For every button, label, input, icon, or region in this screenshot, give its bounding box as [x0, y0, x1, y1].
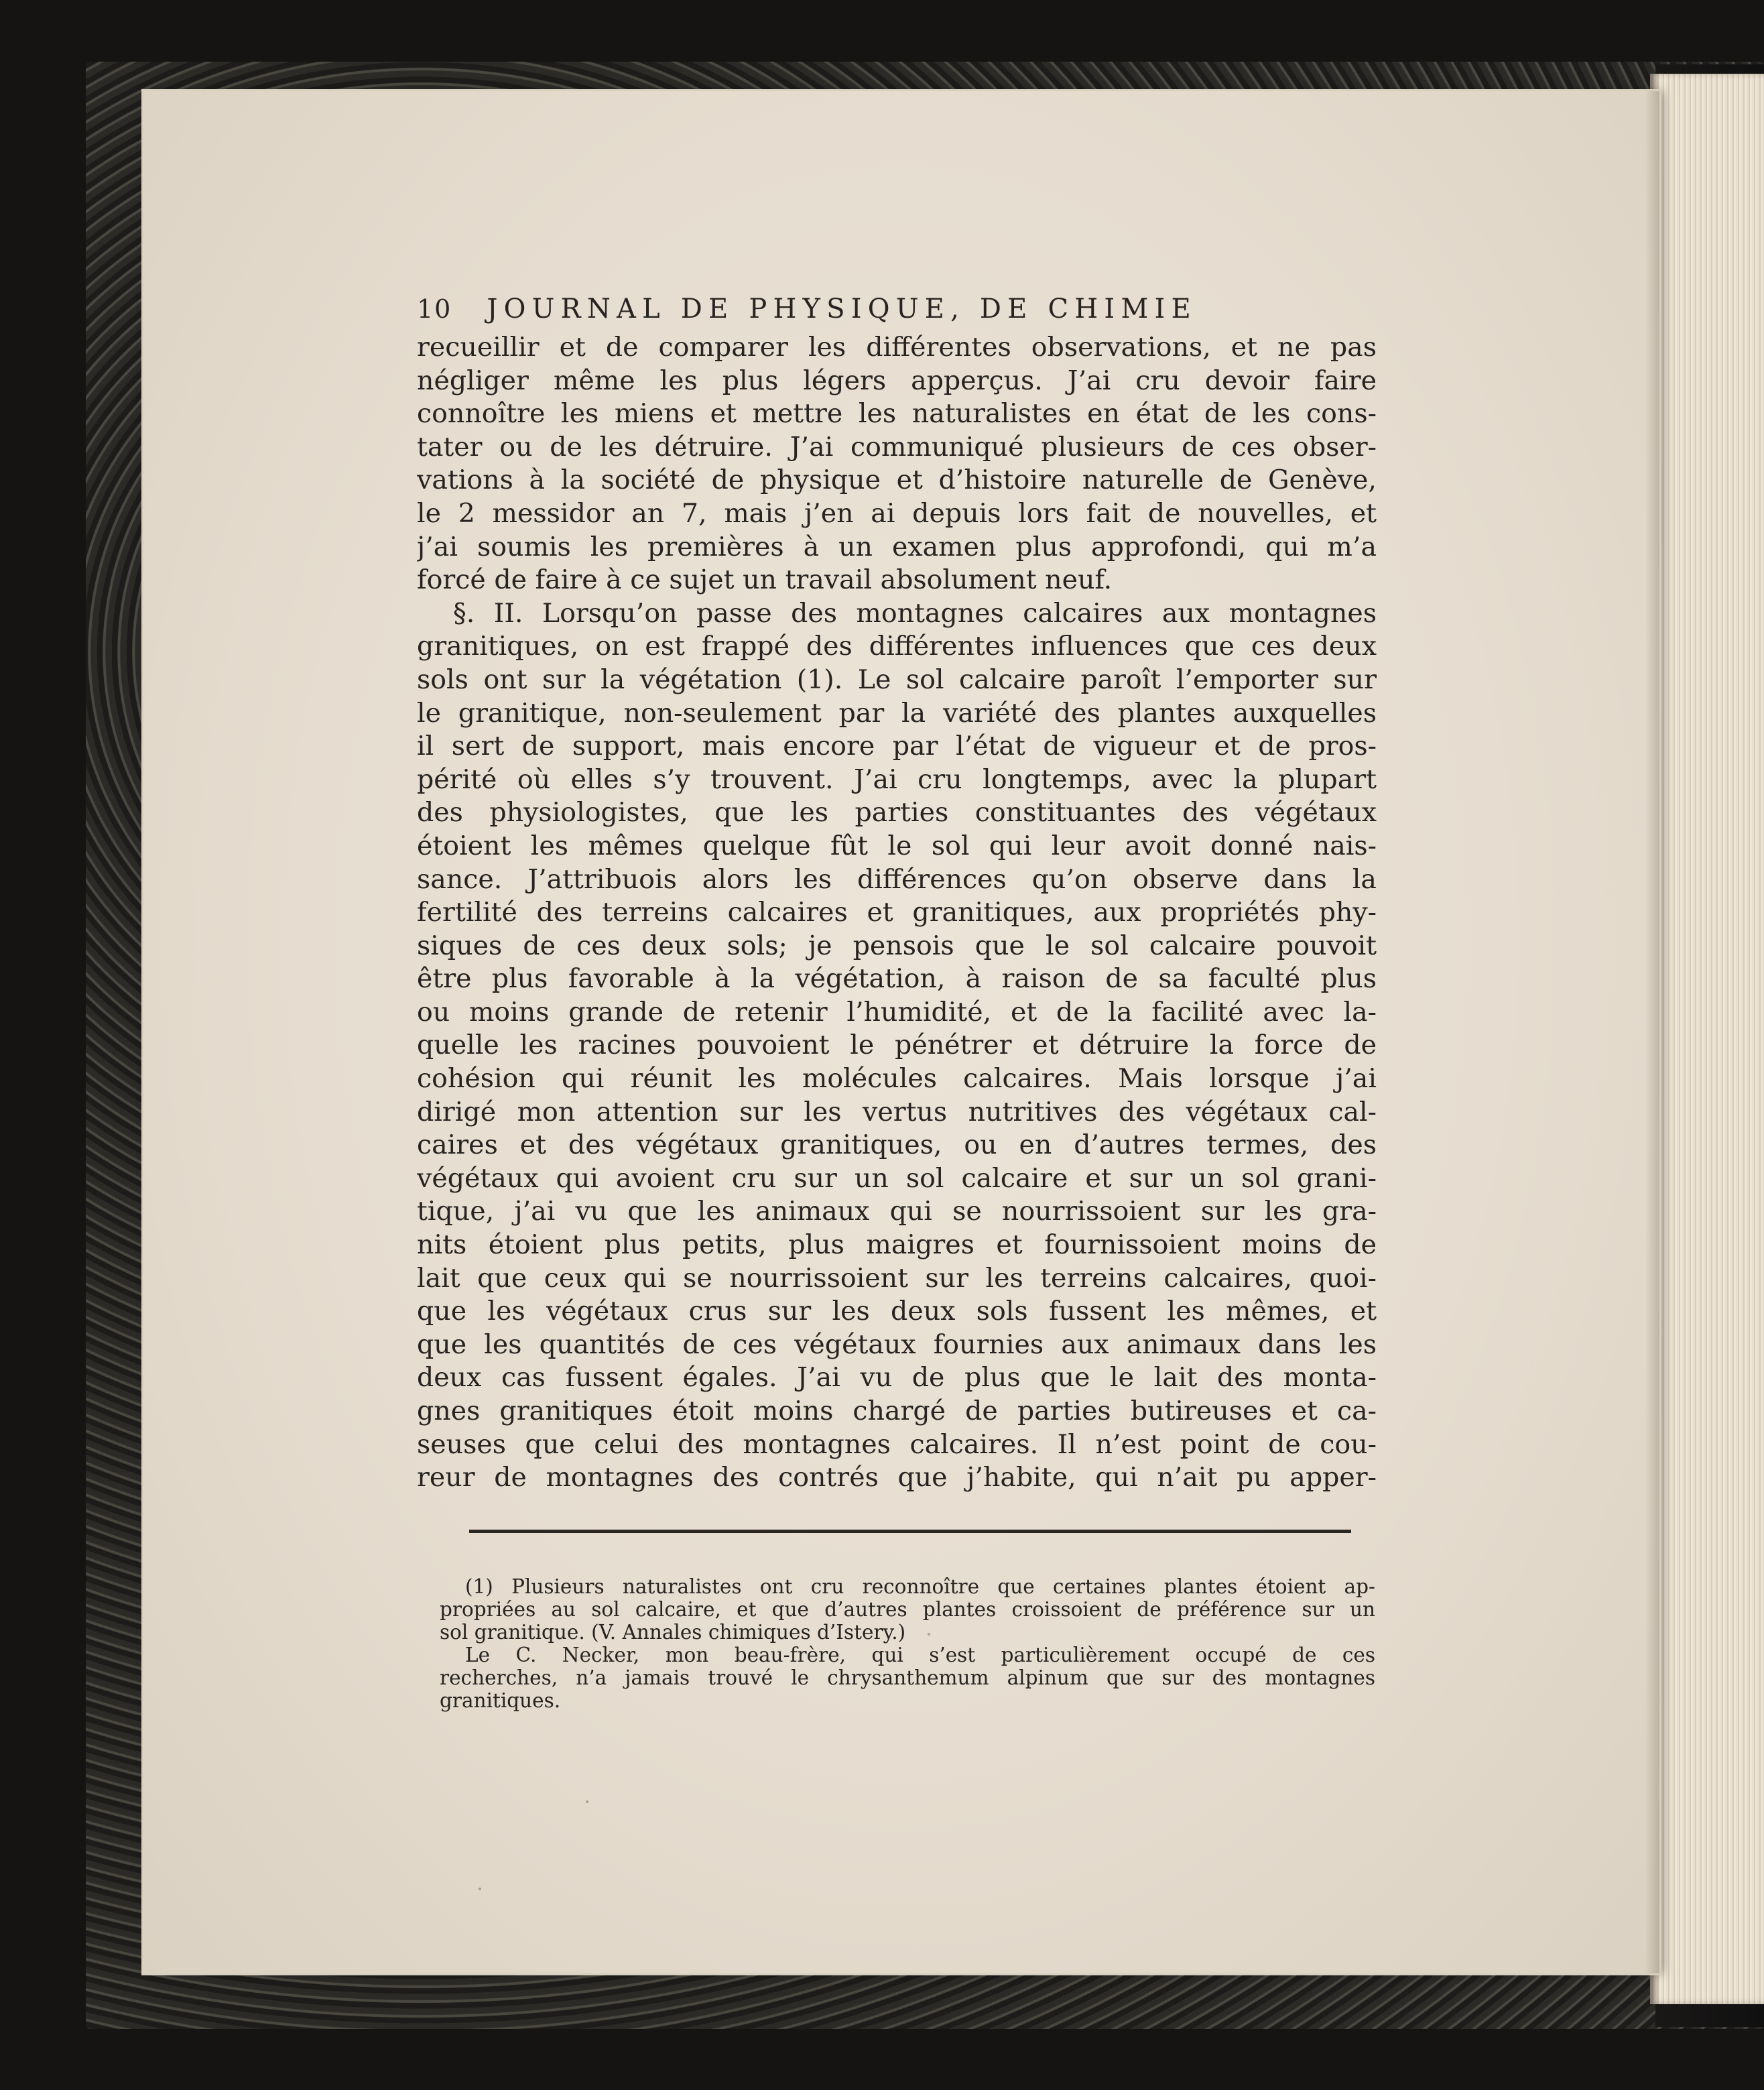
body-line: sols ont sur la végétation (1). Le sol calcaire paroît l’emporter sur: [417, 664, 1377, 695]
body-line: caires et des végétaux granitiques, ou en d’autres termes, des: [417, 1129, 1377, 1161]
body-line: tater ou de les détruire. J’ai communiqué plusieurs de ces obser-: [417, 431, 1377, 463]
body-line: étoient les mêmes quelque fût le sol qui leur avoit donné nais-: [417, 830, 1377, 861]
body-line: nits étoient plus petits, plus maigres et fournissoient moins de: [417, 1229, 1377, 1261]
body-line: que les végétaux crus sur les deux sols fussent les mêmes, et: [417, 1296, 1377, 1327]
body-line: gnes granitiques étoit moins chargé de parties butireuses et ca-: [417, 1396, 1377, 1426]
body-line: quelle les racines pouvoient le pénétrer et détruire la force de: [417, 1030, 1377, 1061]
body-line: cohésion qui réunit les molécules calcaires. Mais lorsque j’ai: [417, 1063, 1377, 1095]
body-line: fertilité des terreins calcaires et granitiques, aux propriétés phy-: [417, 897, 1377, 928]
footnote-line: (1) Plusieurs naturalistes ont cru reconnoître que certaines plantes étoient ap-: [465, 1575, 1375, 1598]
body-line: lait que ceux qui se nourrissoient sur les terreins calcaires, quoi-: [417, 1262, 1377, 1294]
footnote-rule: [469, 1530, 1351, 1533]
running-title: JOURNAL DE PHYSIQUE, DE CHIMIE: [487, 294, 1197, 324]
footnote-line: recherches, n’a jamais trouvé le chrysanthemum alpinum que sur des montagnes: [440, 1666, 1375, 1689]
body-line: sance. J’attribuois alors les différences qu’on observe dans la: [417, 863, 1377, 895]
body-line: connoître les miens et mettre les naturalistes en état de les cons-: [417, 398, 1377, 430]
body-line: ou moins grande de retenir l’humidité, et de la facilité avec la-: [417, 996, 1377, 1028]
page-number: 10: [417, 294, 452, 324]
body-line: être plus favorable à la végétation, à raison de sa faculté plus: [417, 963, 1377, 995]
body-line: périté où elles s’y trouvent. J’ai cru longtemps, avec la plupart: [417, 763, 1377, 795]
body-line: le granitique, non-seulement par la variété des plantes auxquelles: [417, 697, 1377, 729]
footnote-line: Le C. Necker, mon beau-frère, qui s’est particulièrement occupé de ces: [465, 1644, 1375, 1666]
body-line: le 2 messidor an 7, mais j’en ai depuis lors fait de nouvelles, et: [417, 497, 1377, 529]
body-line: tique, j’ai vu que les animaux qui se nourrissoient sur les gra-: [417, 1196, 1377, 1227]
body-text: [417, 331, 1377, 1495]
body-line: vations à la société de physique et d’histoire naturelle de Genève,: [417, 465, 1377, 496]
footnote-line: sol granitique. (V. Annales chimiques d’Istery.): [440, 1621, 906, 1644]
page-stack: [1650, 74, 1764, 2004]
running-header: [417, 294, 1252, 327]
body-line: reur de montagnes des contrés que j’habite, qui n’ait pu apper-: [417, 1462, 1377, 1493]
body-line: j’ai soumis les premières à un examen plus approfondi, qui m’a: [417, 531, 1377, 562]
body-line: granitiques, on est frappé des différentes influences que ces deux: [417, 631, 1377, 662]
body-line: recueillir et de comparer les différentes observations, et ne pas: [417, 332, 1377, 363]
body-line: des physiologistes, que les parties constituantes des végétaux: [417, 797, 1377, 828]
body-line: forcé de faire à ce sujet un travail absolument neuf.: [417, 564, 1113, 596]
body-line: il sert de support, mais encore par l’état de vigueur et de pros-: [417, 731, 1377, 762]
section-start-line: §. II. Lorsqu’on passe des montagnes calcaires aux montagnes: [453, 597, 1377, 629]
body-line: négliger même les plus légers apperçus. J’ai cru devoir faire: [417, 365, 1377, 396]
body-line: végétaux qui avoient cru sur un sol calcaire et sur un sol grani-: [417, 1162, 1377, 1194]
body-line: dirigé mon attention sur les vertus nutritives des végétaux cal-: [417, 1096, 1377, 1127]
footnote-line: granitiques.: [440, 1689, 561, 1712]
footnote-line: propriées au sol calcaire, et que d’autres plantes croissoient de préférence sur un: [440, 1598, 1375, 1621]
footnotes: [440, 1575, 1375, 1712]
body-line: que les quantités de ces végétaux fournies aux animaux dans les: [417, 1329, 1377, 1360]
body-line: seuses que celui des montagnes calcaires. Il n’est point de cou-: [417, 1428, 1377, 1460]
body-line: deux cas fussent égales. J’ai vu de plus que le lait des monta-: [417, 1362, 1377, 1394]
body-line: siques de ces deux sols; je pensois que le sol calcaire pouvoit: [417, 930, 1377, 961]
